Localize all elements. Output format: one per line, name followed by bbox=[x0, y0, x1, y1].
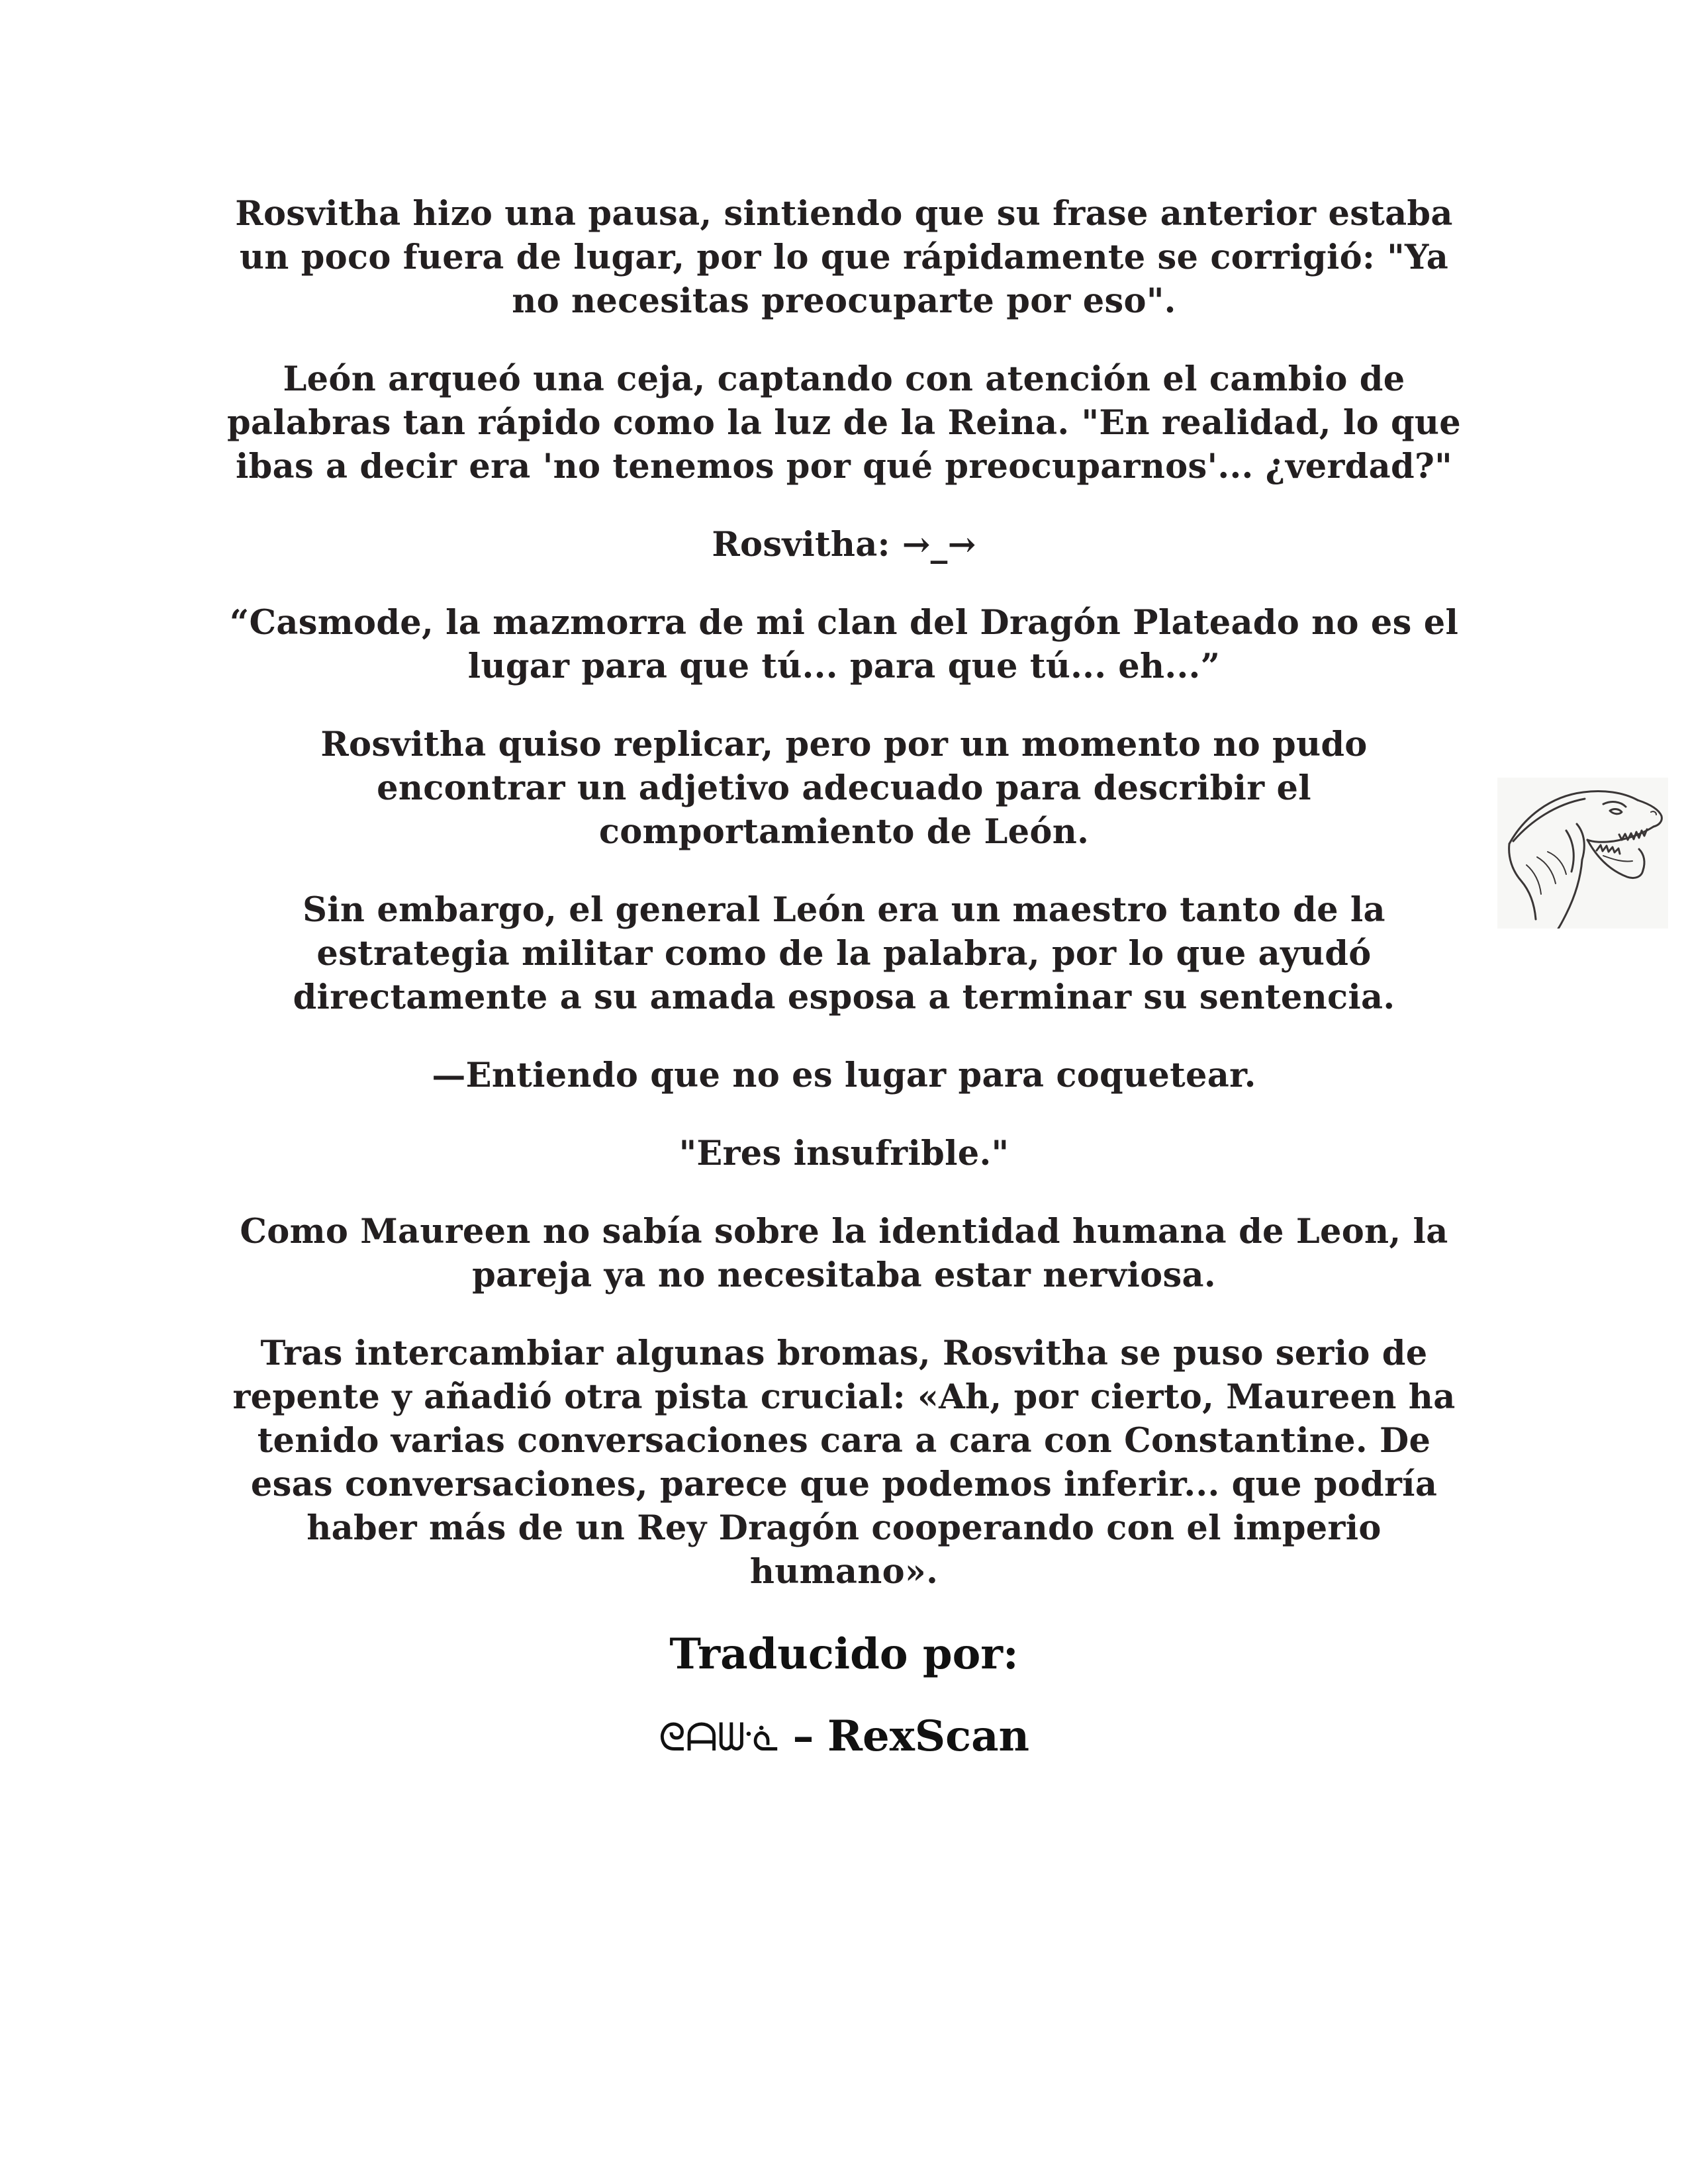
paragraph-9: Como Maureen no sabía sobre la identidad humana de Leon, la pareja ya no necesitaba estar nerviosa. bbox=[240, 1212, 1448, 1295]
dinosaur-head-sketch-icon bbox=[1497, 778, 1668, 929]
paragraph-5: Rosvitha quiso replicar, pero por un momento no pudo encontrar un adjetivo adecuado para describir el comportamiento de León. bbox=[320, 725, 1368, 852]
paragraph-10: Tras intercambiar algunas bromas, Rosvitha se puso serio de repente y añadió otra pista crucial: «Ah, por cierto, Maureen ha tenido varias conversaciones cara a cara con Constantine. De esas conversaciones, parece que podemos inferir... que podría haber más de un Rey Dragón cooperando con el imperio humano». bbox=[232, 1334, 1456, 1592]
credits-line bbox=[225, 1710, 1463, 1764]
credits-label: Traducido por: bbox=[669, 1629, 1019, 1679]
paragraph-4: “Casmode, la mazmorra de mi clan del Dragón Plateado no es el lugar para que tú... para que tú... eh...” bbox=[229, 603, 1459, 686]
translator-name: ᘓᗩᗯᓍ bbox=[658, 1715, 780, 1760]
paragraph-7: —Entiendo que no es lugar para coquetear. bbox=[432, 1056, 1256, 1095]
group-name: RexScan bbox=[827, 1711, 1030, 1761]
paragraph-2: León arqueó una ceja, captando con atención el cambio de palabras tan rápido como la luz de la Reina. "En realidad, lo que ibas a decir era 'no tenemos por qué preocuparnos'... ¿verdad?" bbox=[226, 359, 1462, 486]
paragraph-8: "Eres insufrible." bbox=[679, 1134, 1009, 1173]
paragraph-1: Rosvitha hizo una pausa, sintiendo que su frase anterior estaba un poco fuera de lugar, por lo que rápidamente se corrigió: "Ya no necesitas preocuparte por eso". bbox=[235, 194, 1453, 321]
paragraph-6: Sin embargo, el general León era un maestro tanto de la estrategia militar como de la palabra, por lo que ayudó directamente a su amada esposa a terminar su sentencia. bbox=[293, 890, 1395, 1017]
paragraph-3: Rosvitha: →_→ bbox=[712, 525, 976, 565]
document-body bbox=[225, 192, 1463, 1764]
credits-separator: – bbox=[792, 1711, 814, 1761]
